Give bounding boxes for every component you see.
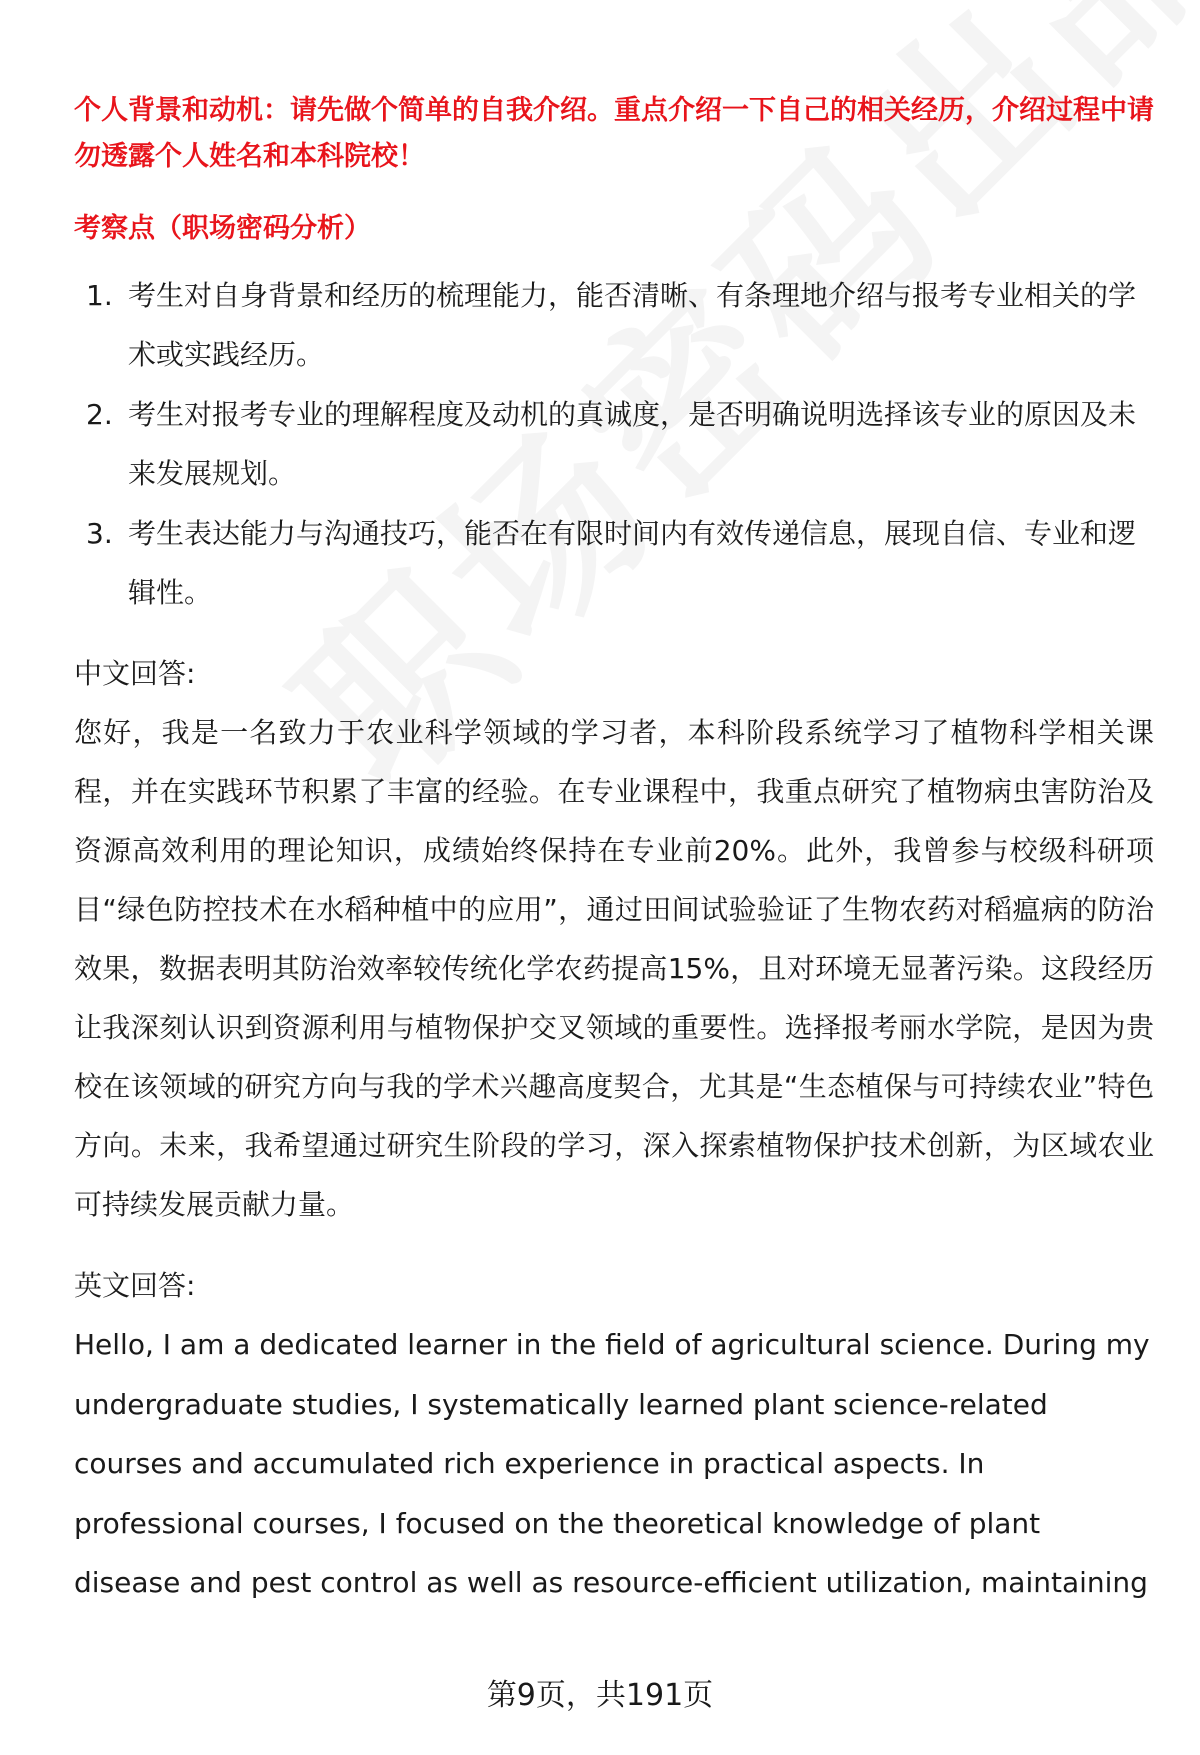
assessment-points-title: 考察点（职场密码分析） <box>74 213 371 244</box>
point-number: 3. <box>86 517 113 550</box>
point-text: 考生对自身背景和经历的梳理能力，能否清晰、有条理地介绍与报考专业相关的学术或实践经历。 <box>128 279 1137 371</box>
page-number-footer: 第9页，共191页 <box>486 1678 714 1713</box>
assessment-point <box>74 504 1154 622</box>
chinese-answer-label: 中文回答: <box>74 657 196 690</box>
assessment-point <box>74 385 1154 503</box>
point-number: 2. <box>86 398 113 431</box>
chinese-answer-text: 您好，我是一名致力于农业科学领域的学习者，本科阶段系统学习了植物科学相关课程，并在实践环节积累了丰富的经验。在专业课程中，我重点研究了植物病虫害防治及资源高效利用的理论知识，成绩始终保持在专业前20%。此外，我曾参与校级科研项目“绿色防控技术在水稻种植中的应用”，通过田间试验验证了生物农药对稻瘟病的防治效果，数据表明其防治效率较传统化学农药提高15%，且对环境无显著污染。这段经历让我深刻认识到资源利用与植物保护交叉领域的重要性。选择报考丽水学院，是因为贵校在该领域的研究方向与我的学术兴趣高度契合，尤其是“生态植保与可持续农业”特色方向。未来，我希望通过研究生阶段的学习，深入探索植物保护技术创新，为区域农业可持续发展贡献力量。 <box>74 716 1154 1221</box>
english-answer-label: 英文回答: <box>74 1269 196 1302</box>
point-text: 考生对报考专业的理解程度及动机的真诚度，是否明确说明选择该专业的原因及未来发展规划。 <box>128 398 1137 490</box>
question-heading: 个人背景和动机：请先做个简单的自我介绍。重点介绍一下自己的相关经历，介绍过程中请勿透露个人姓名和本科院校！ <box>74 95 1154 172</box>
assessment-points-list <box>74 266 1154 622</box>
page-content <box>74 88 1154 1613</box>
english-answer-text: Hello, I am a dedicated learner in the field of agricultural science. During my undergraduate studies, I systematically learned plant science-related courses and accumulated rich experience in practical aspects. In professional courses, I focused on the theoretical knowledge of plant disease and pest control as well as resource-efficient utilization, maintaining <box>74 1328 1150 1599</box>
point-number: 1. <box>86 279 113 312</box>
point-text: 考生表达能力与沟通技巧，能否在有限时间内有效传递信息，展现自信、专业和逻辑性。 <box>128 517 1137 609</box>
assessment-point <box>74 266 1154 384</box>
